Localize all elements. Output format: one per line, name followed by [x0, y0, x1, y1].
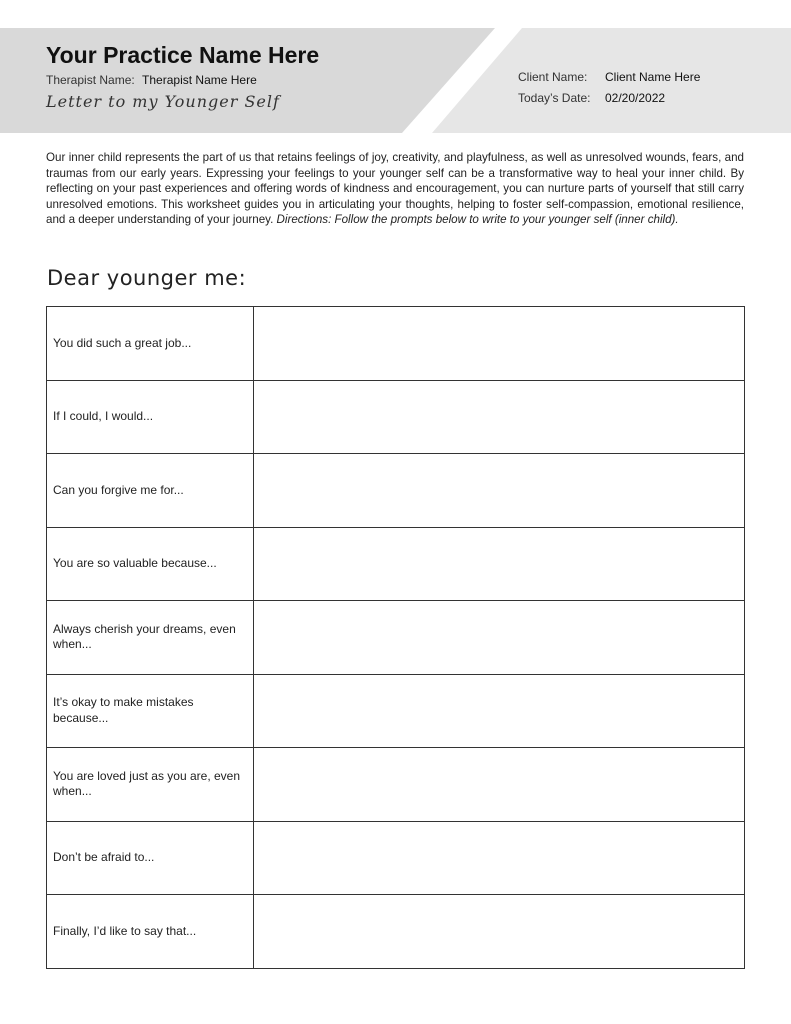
answer-field[interactable] — [254, 674, 745, 748]
therapist-row — [46, 73, 257, 87]
date-label: Today’s Date: — [518, 90, 591, 105]
prompt-label: Can you forgive me for... — [47, 454, 254, 528]
table-row — [47, 748, 745, 822]
prompt-label: It’s okay to make mistakes because... — [47, 674, 254, 748]
answer-field[interactable] — [254, 601, 745, 675]
therapist-name-field[interactable]: Therapist Name Here — [142, 73, 257, 87]
prompt-label: If I could, I would... — [47, 380, 254, 454]
answer-field[interactable] — [254, 821, 745, 895]
prompt-label: Always cherish your dreams, even when... — [47, 601, 254, 675]
intro-paragraph — [46, 150, 744, 228]
table-row — [47, 895, 745, 969]
prompt-table — [46, 306, 745, 969]
table-row — [47, 527, 745, 601]
answer-field[interactable] — [254, 895, 745, 969]
client-info — [518, 66, 700, 108]
table-row — [47, 601, 745, 675]
table-row — [47, 307, 745, 381]
table-row — [47, 821, 745, 895]
prompt-label: Don’t be afraid to... — [47, 821, 254, 895]
directions-text: Directions: Follow the prompts below to write to your younger self (inner child). — [276, 213, 679, 226]
prompt-label: You are so valuable because... — [47, 527, 254, 601]
intro-text: Our inner child represents the part of us that retains feelings of joy, creativity, and playfulness, as well as unresolved wounds, fears, and traumas from our early years. Expressing your feelings to your younger self can be a transformative way to heal your inner child. By reflecting on your past experiences and offering words of kindness and encouragement, you can nurture parts of yourself that still carry unresolved emotions. This worksheet guides you in articulating your thoughts, helping to foster self-compassion, emotional resilience, and a deeper understanding of your journey. — [46, 151, 744, 226]
answer-field[interactable] — [254, 380, 745, 454]
answer-field[interactable] — [254, 527, 745, 601]
table-row — [47, 674, 745, 748]
prompt-label: Finally, I’d like to say that... — [47, 895, 254, 969]
date-field[interactable]: 02/20/2022 — [605, 90, 666, 105]
salutation-heading: Dear younger me: — [47, 266, 247, 290]
answer-field[interactable] — [254, 454, 745, 528]
answer-field[interactable] — [254, 748, 745, 822]
table-row — [47, 454, 745, 528]
worksheet-title: Letter to my Younger Self — [46, 92, 280, 111]
prompt-label: You are loved just as you are, even when... — [47, 748, 254, 822]
client-name-label: Client Name: — [518, 69, 588, 84]
prompt-label: You did such a great job... — [47, 307, 254, 381]
client-name-field[interactable]: Client Name Here — [605, 69, 701, 84]
therapist-label: Therapist Name: — [46, 73, 135, 87]
table-row — [47, 380, 745, 454]
practice-name: Your Practice Name Here — [46, 42, 320, 68]
answer-field[interactable] — [254, 307, 745, 381]
